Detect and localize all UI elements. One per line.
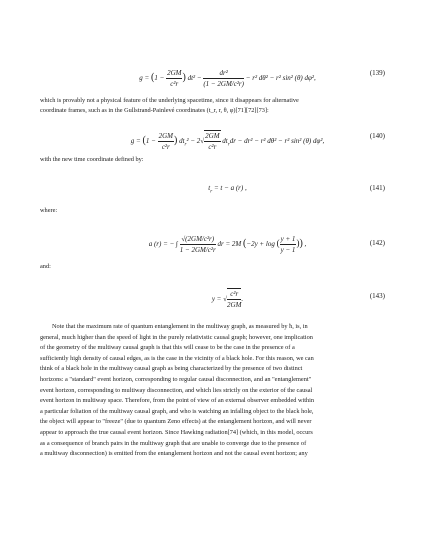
paragraph-line: appear to approach the true causal event horizon. Since Hawking radiation[74] (which, in this model, occurs	[40, 428, 313, 436]
equation-140-body: g = (1 − $\frac{2GM}{\text{c²r}}$ ) $dt_r^2 - 2√$ $\frac{2GM}{\text{c²r}}$ $dt_rdr - dr^2 - r^2$ dθ² − r² sin² (θ) dφ²,	[130, 131, 325, 151]
paragraph-line: general, much higher than the speed of light in the purely relativistic causal graph; however, one implication	[40, 333, 313, 341]
where-text: where:	[40, 207, 58, 214]
equation-140-number: (140)	[369, 132, 385, 140]
equation-140	[60, 130, 395, 152]
equation-141-number: (141)	[369, 184, 385, 192]
paragraph-line: Note that the maximum rate of quantum entanglement in the multiway graph, as measured by ħ, is, in	[52, 323, 308, 330]
paragraph-line: sufficiently high density of causal edges, as is the case in the vicinity of a black hole. For this reason, we can	[40, 354, 314, 362]
text-line: coordinate frames, such as in the Gullstrand-Painlevé coordinates (t_r, r, θ, φ)[71][72][73]:	[40, 107, 269, 114]
paragraph-line: of the geometry of the multiway causal graph is that this will cease to be the case in the presence of a	[40, 344, 295, 352]
paragraph-line: as a consequence of branch pairs in the multiway graph that are unable to converge due to the presence of	[40, 439, 307, 447]
equation-143-body: y = √ $\frac{\text{c²r}}{2GM}$ .	[211, 290, 244, 309]
equation-143	[60, 288, 395, 310]
paragraph-line: a particular foliation of the multiway causal graph, and who is watching an infalling object to the black hole,	[40, 407, 314, 415]
equation-142	[60, 234, 395, 255]
body-paragraph	[40, 322, 384, 460]
text-line: which is provably not a physical feature of the underlying spacetime, since it disappears for alternative	[40, 97, 299, 104]
equation-141	[60, 183, 395, 197]
equation-142-number: (142)	[369, 239, 385, 247]
paragraph-line: event horizon in multiway space. Therefore, from the point of view of an external observer embedded within	[40, 397, 315, 405]
equation-139	[60, 68, 395, 89]
equation-139-body: g = (1 − $\frac{2GM}{\text{c²r}}$ ) dt² − $\frac{\text{dr²}}{\text{(1 − 2GM/c²r)}}$ − r² dθ² − r² sin² (θ) dφ²,	[139, 69, 316, 88]
paragraph-line: the object will appear to "freeze" (due to quantum Zeno effects) at the entanglement horizon, and will never	[40, 418, 312, 426]
equation-141-body: $t_r = t - a$ (r) ,	[208, 184, 247, 195]
equation-142-body: a (r) = − ∫ $\frac{\text{√(2GM/c²r)}}{\text{1 − 2GM/c²r}}$ dr = 2M (−2y + log ( $\frac{y + 1}{y - 1}$ )) ,	[148, 235, 307, 254]
paragraph-line: event horizon, corresponding to multiway disconnection, and which lies strictly on the exterior of the causal	[40, 386, 313, 394]
paragraph-line: think of a black hole in the multiway causal graph as being characterized by the presence of two distinct	[40, 365, 303, 373]
paragraph-line: a multiway disconnection) is emitted from the entanglement horizon and not the causal event horizon; any	[40, 450, 308, 458]
paragraph-line: horizons: a "standard" event horizon, corresponding to regular causal disconnection, and an "entanglement"	[40, 375, 312, 383]
equation-139-number: (139)	[369, 69, 385, 77]
and-text: and:	[40, 263, 51, 270]
time-coordinate-text: with the new time coordinate defined by:	[40, 156, 144, 163]
intro-text	[40, 96, 385, 116]
equation-143-number: (143)	[369, 292, 385, 300]
